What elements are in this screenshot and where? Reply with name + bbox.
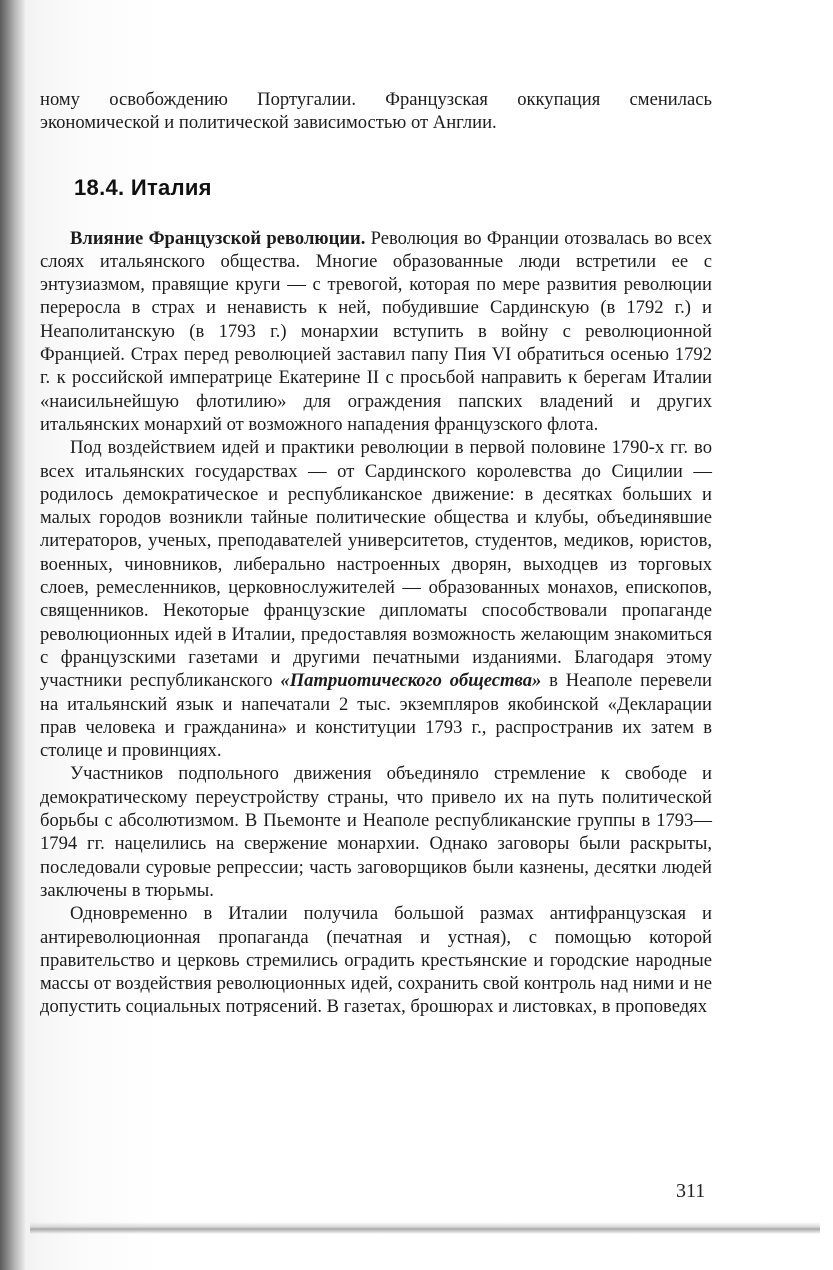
section-heading: 18.4. Италия [74, 174, 212, 200]
page-content [40, 88, 712, 1019]
paragraph-influence [40, 227, 712, 437]
paragraph-lead: Влияние Французской революции. [70, 227, 366, 249]
binding-shadow [0, 0, 26, 1270]
paragraph-text-before: Под воздействием идей и практики революции в первой половине 1790-х гг. во всех итальянских государствах — от Сардинского королевства до Сицилии — родилось демократическое и республиканское движение: в десятках больших и малых городов возникли тайные политические общества и клубы, объединявшие литераторов, ученых, преподавателей университетов, студентов, медиков, юристов, военных, чиновников, либерально настроенных дворян, выходцев из торговых слоев, ремесленников, церковнослужителей — образованных монахов, епископов, священников. Некоторые французские дипломаты способствовали пропаганде революционных идей в Италии, предоставляя возможность желающим знакомиться с французскими газетами и другими печатными изданиями. Благодаря этому участники республиканского [40, 437, 712, 692]
page-bottom-edge [30, 1222, 820, 1234]
page-number: 311 [676, 1180, 706, 1202]
paragraph-movement [40, 436, 712, 762]
paragraph-propaganda: Одновременно в Италии получила большой размах антифранцузская и антиреволюционная пропаганда (печатная и устная), с помощью которой правительство и церковь стремились оградить крестьянские и городские народные массы от воздействия революционных идей, сохранить свой контроль над ними и не допустить социальных потрясений. В газетах, брошюрах и листовках, в проповедях [40, 903, 712, 1018]
paragraph-text: Революция во Франции отозвалась во всех слоях итальянского общества. Многие образованные люди встретили ее с энтузиазмом, правящие круги — с тревогой, которая по мере развития революции переросла в страх и ненависть к ней, побудившие Сардинскую (в 1792 г.) и Неаполитанскую (в 1793 г.) монархии вступить в войну с революционной Францией. Страх перед революцией заставил папу Пия VI обратиться осенью 1792 г. к российской императрице Екатерине II с просьбой направить к берегам Италии «наисильнейшую флотилию» для ограждения папских владений и других итальянских монархий от возможного нападения французского флота. [40, 227, 712, 435]
society-name: «Патриотического общества» [280, 670, 542, 692]
paragraph-underground: Участников подпольного движения объединяло стремление к свободе и демократическому переустройству страны, что привело их на путь политической борьбы с абсолютизмом. В Пьемонте и Неаполе республиканские группы в 1793—1794 гг. нацелились на свержение монархии. Однако заговоры были раскрыты, последовали суровые репрессии; часть заговорщиков были казнены, десятки людей заключены в тюрьмы. [40, 763, 712, 901]
intro-paragraph: ному освобождению Португалии. Французская оккупация сменилась экономической и политической зависимостью от Англии. [40, 89, 712, 134]
paragraph-text-after: в Неаполе перевели на итальянский язык и напечатали 2 тыс. экземпляров якобинской «Декларации прав человека и гражданина» и конституции 1793 г., распространив их затем в столице и провинциях. [40, 670, 712, 762]
